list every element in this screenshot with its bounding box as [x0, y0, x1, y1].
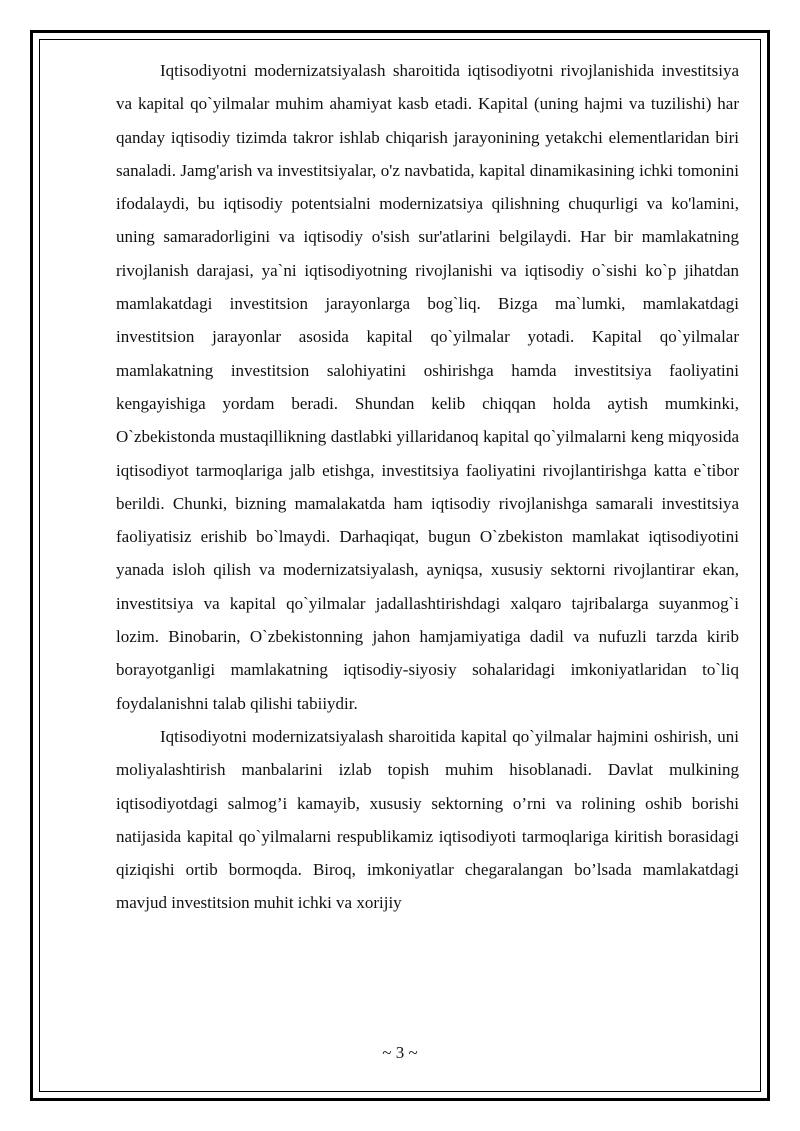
document-body	[116, 54, 739, 920]
paragraph-1: Iqtisodiyotni modernizatsiyalash sharoitida iqtisodiyotni rivojlanishida investitsiya va kapital qo`yilmalar muhim ahamiyat kasb etadi. Kapital (uning hajmi va tuzilishi) har qanday iqtisodiy tizimda takror ishlab chiqarish jarayonining yetakchi elementlaridan biri sanaladi. Jamg'arish va investitsiyalar, o'z navbatida, kapital dinamikasining ichki tomonini ifodalaydi, bu iqtisodiy potentsialni modernizatsiya qilishning chuqurligi va ko'lamini, uning samaradorligini va iqtisodiy o'sish sur'atlarini belgilaydi. Har bir mamlakatning rivojlanish darajasi, ya`ni iqtisodiyotning rivojlanishi va iqtisodiy o`sishi ko`p jihatdan mamlakatdagi investitsion jarayonlarga bog`liq. Bizga ma`lumki, mamlakatdagi investitsion jarayonlar asosida kapital qo`yilmalar yotadi. Kapital qo`yilmalar mamlakatning investitsion salohiyatini oshirishga hamda investitsiya faoliyatini kengayishiga yordam beradi. Shundan kelib chiqqan holda aytish mumkinki, O`zbekistonda mustaqillikning dastlabki yillaridanoq kapital qo`yilmalarni keng miqyosida iqtisodiyot tarmoqlariga jalb etishga, investitsiya faoliyatini rivojlantirishga katta e`tibor berildi. Chunki, bizning mamalakatda ham iqtisodiy rivojlanishga samarali investitsiya faoliyatisiz erishib bo`lmaydi. Darhaqiqat, bugun O`zbekiston mamlakat iqtisodiyotini yanada isloh qilish va modernizatsiyalash, ayniqsa, xususiy sektorni rivojlantirar ekan, investitsiya va kapital qo`yilmalar jadallashtirishdagi xalqaro tajribalarga suyanmog`i lozim. Binobarin, O`zbekistonning jahon hamjamiyatiga dadil va nufuzli tarzda kirib borayotganligi mamlakatning iqtisodiy-siyosiy sohalaridagi imkoniyatlaridan to`liq foydalanishni talab qilishi tabiiydir.	[116, 61, 739, 713]
page-number: ~ 3 ~	[382, 1043, 418, 1062]
paragraph-2: Iqtisodiyotni modernizatsiyalash sharoitida kapital qo`yilmalar hajmini oshirish, uni moliyalashtirish manbalarini izlab topish muhim hisoblanadi. Davlat mulkining iqtisodiyotdagi salmog’i kamayib, xususiy sektorning o’rni va rolining oshib borishi natijasida kapital qo`yilmalarni respublikamiz iqtisodiyoti tarmoqlariga kiritish borasidagi qiziqishi ortib bormoqda. Biroq, imkoniyatlar chegaralangan bo’lsada mamlakatdagi mavjud investitsion muhit ichki va xorijiy	[116, 726, 739, 913]
